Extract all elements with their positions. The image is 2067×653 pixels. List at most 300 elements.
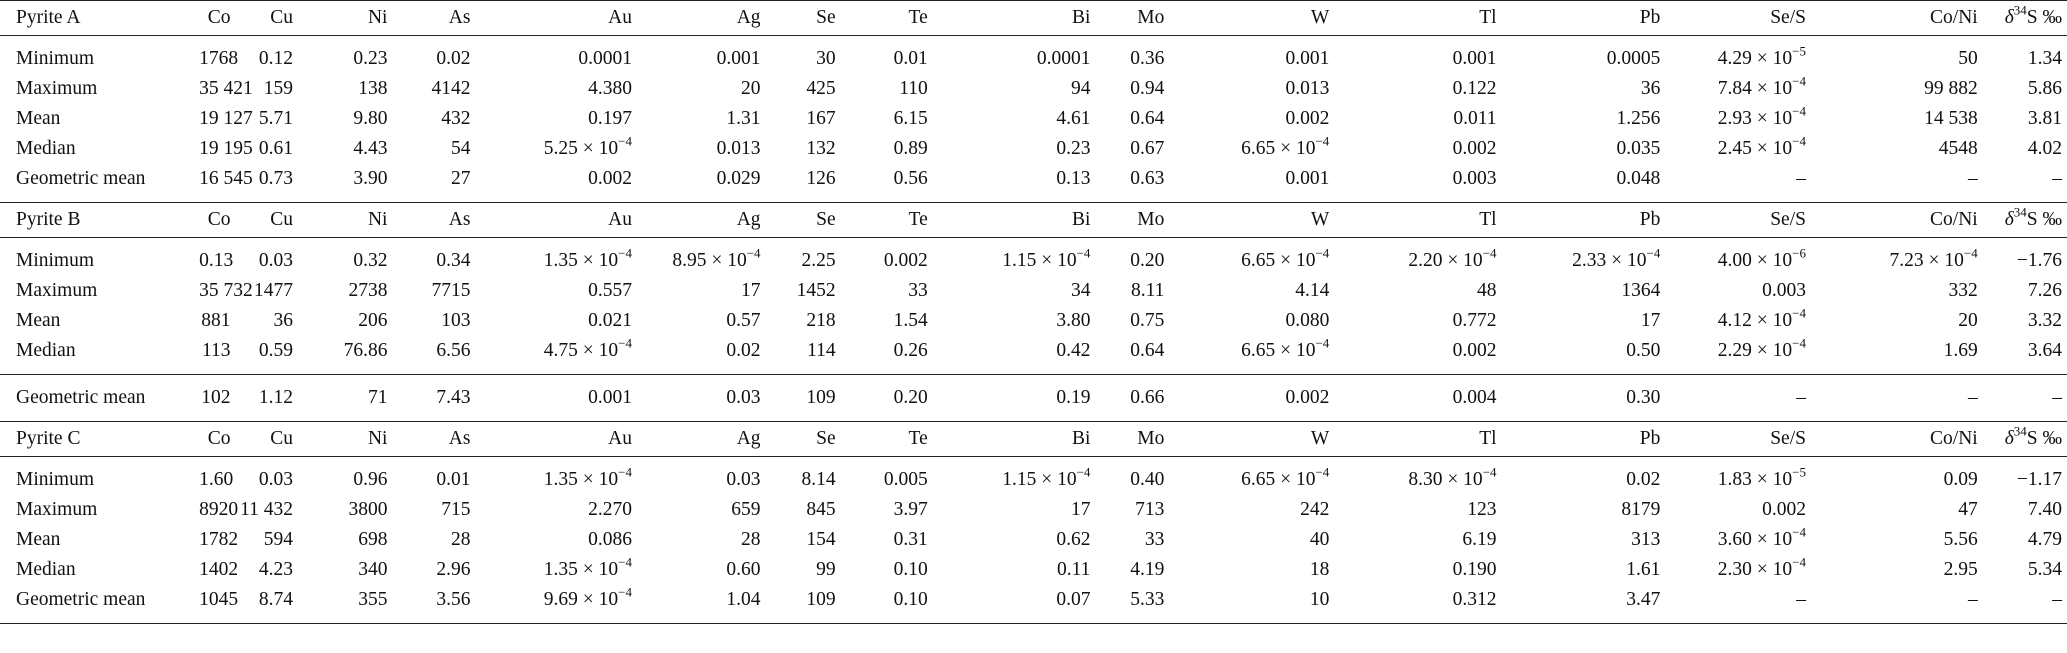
spacer-cell (199, 194, 235, 203)
spacer-cell (392, 413, 475, 422)
spacer-cell (0, 194, 199, 203)
table-cell: 54 (450, 138, 471, 159)
column-header: Au (475, 1, 637, 36)
table-row (0, 246, 2067, 276)
table-cell: – (2052, 589, 2062, 610)
column-header: Ag (637, 203, 766, 238)
spacer-cell (1811, 457, 1983, 466)
column-header: As (392, 203, 475, 238)
spacer-cell (0, 457, 199, 466)
table-cell: $1.35 \times 10^{-4}$ (543, 554, 632, 580)
column-header: Mo (1095, 1, 1169, 36)
table-cell: 4.14 (1295, 280, 1330, 301)
spacer-cell (933, 413, 1096, 422)
table-cell: – (1967, 168, 1978, 189)
table-cell: 14 538 (1924, 108, 1978, 129)
table-cell: $2.45 \times 10^{-4}$ (1717, 133, 1806, 159)
table-cell: 0.40 (1130, 469, 1165, 490)
table-cell: 9.80 (353, 108, 388, 129)
table-row (0, 525, 2067, 555)
column-header: Tl (1334, 422, 1501, 457)
column-header: Mo (1095, 422, 1169, 457)
section-title: Pyrite A (0, 1, 199, 36)
table-cell: 0.61 (258, 138, 294, 159)
table-cell: 1.54 (893, 310, 928, 331)
spacer-cell (841, 238, 933, 247)
table-cell: 4.61 (1056, 108, 1091, 129)
table-cell: 0.0005 (1606, 48, 1661, 69)
spacer-cell (392, 615, 475, 624)
table-cell: 0.94 (1130, 78, 1165, 99)
spacer-cell (392, 36, 475, 45)
table-cell: 123 (1467, 499, 1497, 520)
table-cell: 17 (1640, 310, 1661, 331)
table-cell: 0.03 (258, 250, 294, 271)
spacer-cell (199, 615, 235, 624)
table-cell: 6.19 (1462, 529, 1497, 550)
spacer-cell (1095, 413, 1169, 422)
spacer-cell (1334, 366, 1501, 375)
table-cell: 2.95 (1943, 559, 1978, 580)
table-cell: 7.40 (2027, 499, 2062, 520)
table-cell: 36 (1640, 78, 1661, 99)
spacer-cell (298, 36, 392, 45)
table-cell: $8.95 \times 10^{-4}$ (672, 245, 761, 271)
table-cell: 0.013 (1285, 78, 1330, 99)
table-cell: 340 (358, 559, 388, 580)
table-cell: 0.02 (1626, 469, 1661, 490)
spacer-cell (235, 238, 298, 247)
spacer-cell (1334, 375, 1501, 384)
table-cell: 3800 (348, 499, 388, 520)
table-cell: 0.09 (1943, 469, 1978, 490)
table-cell: 8.14 (801, 469, 836, 490)
table-cell: 0.36 (1130, 48, 1165, 69)
spacer-cell (1665, 36, 1811, 45)
table-cell: $2.30 \times 10^{-4}$ (1717, 554, 1806, 580)
row-label: Median (16, 559, 76, 580)
table-cell: 242 (1300, 499, 1330, 520)
column-header: Co/Ni (1811, 1, 1983, 36)
spacer-cell (1169, 375, 1334, 384)
table-cell: $8.30 \times 10^{-4}$ (1408, 464, 1497, 490)
spacer-cell (1169, 457, 1334, 466)
table-cell: – (2052, 168, 2062, 189)
spacer-cell (235, 36, 298, 45)
table-cell: 0.011 (1453, 108, 1497, 129)
table-cell: 0.60 (726, 559, 761, 580)
row-label: Geometric mean (16, 387, 146, 408)
table-cell: 1452 (796, 280, 836, 301)
table-cell: 138 (358, 78, 388, 99)
column-header: Se (766, 203, 841, 238)
table-cell: 11 432 (240, 499, 294, 520)
column-header-delta34s: $\delta^{34}S$ ‰ (1983, 1, 2067, 36)
table-cell: 113 (201, 340, 231, 361)
spacer-cell (235, 375, 298, 384)
table-cell: 4.79 (2027, 529, 2062, 550)
table-cell: 33 (1144, 529, 1165, 550)
table-cell: 0.96 (353, 469, 388, 490)
row-label: Minimum (16, 48, 95, 69)
column-header: Ag (637, 422, 766, 457)
spacer-cell (0, 375, 199, 384)
spacer-cell (1169, 413, 1334, 422)
table-cell: $5.25 \times 10^{-4}$ (543, 133, 632, 159)
table-cell: 4548 (1938, 138, 1978, 159)
spacer-cell (1665, 238, 1811, 247)
table-cell: 0.19 (1056, 387, 1091, 408)
table-cell: 5.86 (2027, 78, 2062, 99)
table-body (0, 1, 2067, 624)
table-cell: 0.021 (588, 310, 632, 331)
table-cell: 7715 (431, 280, 471, 301)
table-cell: 0.001 (1285, 48, 1330, 69)
table-cell: $1.83 \times 10^{-5}$ (1717, 464, 1806, 490)
column-header: W (1169, 1, 1334, 36)
table-cell: 4.380 (588, 78, 632, 99)
table-cell: $2.20 \times 10^{-4}$ (1408, 245, 1497, 271)
spacer-cell (392, 457, 475, 466)
spacer-cell (841, 615, 933, 624)
table-cell: 0.003 (1762, 280, 1806, 301)
table-row (0, 164, 2067, 194)
spacer-cell (1665, 194, 1811, 203)
table-row (0, 74, 2067, 104)
table-row (0, 465, 2067, 495)
table-cell: 0.10 (893, 559, 928, 580)
spacer-cell (1811, 375, 1983, 384)
spacer-cell (475, 375, 637, 384)
spacer-cell (0, 366, 199, 375)
spacer-cell (392, 375, 475, 384)
spacer-cell (1983, 366, 2067, 375)
table-cell: $7.84 \times 10^{-4}$ (1717, 73, 1806, 99)
table-cell: 3.81 (2027, 108, 2062, 129)
spacer-cell (1665, 457, 1811, 466)
table-cell: 4142 (431, 78, 471, 99)
table-cell: 0.035 (1616, 138, 1661, 159)
column-header: Te (841, 1, 933, 36)
spacer-cell (1811, 238, 1983, 247)
table-cell: – (1967, 387, 1978, 408)
table-cell: 0.75 (1130, 310, 1165, 331)
table-cell: 0.26 (893, 340, 928, 361)
table-cell: 47 (1958, 499, 1978, 520)
table-cell: – (1967, 589, 1978, 610)
table-cell: 0.002 (588, 168, 632, 189)
table-cell: 1.34 (2027, 48, 2062, 69)
table-cell: 0.57 (726, 310, 761, 331)
spacer-cell (1334, 194, 1501, 203)
table-cell: 132 (806, 138, 836, 159)
column-header: Te (841, 203, 933, 238)
table-cell: 110 (899, 78, 928, 99)
table-cell: $6.65 \times 10^{-4}$ (1241, 245, 1330, 271)
row-label: Minimum (16, 250, 95, 271)
table-cell: 0.23 (353, 48, 388, 69)
table-cell: $4.29 \times 10^{-5}$ (1717, 43, 1806, 69)
spacer-cell (841, 413, 933, 422)
table-cell: 0.557 (588, 280, 632, 301)
table-cell: 1.61 (1626, 559, 1661, 580)
table-cell: $1.15 \times 10^{-4}$ (1002, 245, 1091, 271)
spacer-cell (199, 413, 235, 422)
spacer-row (0, 615, 2067, 624)
column-header: Co (199, 1, 235, 36)
column-header: Cu (235, 203, 298, 238)
table-cell: 3.32 (2027, 310, 2062, 331)
spacer-cell (766, 36, 841, 45)
table-cell: 114 (807, 340, 836, 361)
spacer-row (0, 238, 2067, 247)
table-cell: 2.96 (436, 559, 471, 580)
table-cell: 8.74 (258, 589, 294, 610)
table-cell: – (1796, 168, 1806, 189)
table-cell: $9.69 \times 10^{-4}$ (543, 584, 632, 610)
spacer-row (0, 36, 2067, 45)
spacer-cell (235, 413, 298, 422)
table-cell: 0.001 (1452, 48, 1497, 69)
table-cell: 425 (806, 78, 836, 99)
table-cell: $2.93 \times 10^{-4}$ (1717, 103, 1806, 129)
column-header: Bi (933, 203, 1096, 238)
table-cell: 0.029 (716, 168, 761, 189)
spacer-cell (199, 238, 235, 247)
spacer-cell (199, 375, 235, 384)
spacer-cell (1095, 375, 1169, 384)
table-cell: 1.31 (726, 108, 761, 129)
spacer-cell (841, 36, 933, 45)
column-header: As (392, 422, 475, 457)
table-cell: 0.73 (258, 168, 294, 189)
spacer-cell (1502, 194, 1666, 203)
row-label: Geometric mean (16, 589, 146, 610)
spacer-cell (475, 457, 637, 466)
table-cell: 332 (1948, 280, 1978, 301)
table-cell: 0.004 (1452, 387, 1497, 408)
table-cell: 19 195 (199, 138, 253, 159)
table-cell: 30 (816, 48, 836, 69)
table-cell: 0.001 (588, 387, 632, 408)
table-cell: 28 (450, 529, 471, 550)
table-cell: 0.013 (716, 138, 761, 159)
spacer-cell (841, 375, 933, 384)
row-label: Maximum (16, 280, 98, 301)
spacer-cell (933, 366, 1096, 375)
table-cell: 1477 (254, 280, 294, 301)
spacer-row (0, 375, 2067, 384)
table-cell: 0.02 (726, 340, 761, 361)
table-cell: 0.32 (353, 250, 388, 271)
table-cell: 355 (358, 589, 388, 610)
table-cell: 6.15 (893, 108, 928, 129)
table-cell: 0.002 (1452, 340, 1497, 361)
table-cell: $1.35 \times 10^{-4}$ (543, 464, 632, 490)
spacer-cell (0, 615, 199, 624)
table-cell: 3.64 (2027, 340, 2062, 361)
table-row (0, 555, 2067, 585)
table-cell: 4.19 (1130, 559, 1165, 580)
spacer-cell (637, 194, 766, 203)
row-label: Median (16, 340, 76, 361)
table-row (0, 383, 2067, 413)
column-header: Se (766, 422, 841, 457)
spacer-cell (637, 457, 766, 466)
column-header: Co/Ni (1811, 203, 1983, 238)
spacer-cell (0, 238, 199, 247)
table-cell: – (2052, 387, 2062, 408)
spacer-cell (475, 36, 637, 45)
table-row (0, 585, 2067, 615)
spacer-cell (298, 413, 392, 422)
spacer-cell (1983, 36, 2067, 45)
table-cell: 18 (1309, 559, 1330, 580)
table-cell: 0.11 (1057, 559, 1091, 580)
spacer-cell (1665, 375, 1811, 384)
table-cell: $1.15 \times 10^{-4}$ (1002, 464, 1091, 490)
table-cell: 0.56 (893, 168, 928, 189)
spacer-cell (1502, 457, 1666, 466)
spacer-row (0, 457, 2067, 466)
spacer-cell (1502, 375, 1666, 384)
column-header: Bi (933, 422, 1096, 457)
table-cell: 126 (806, 168, 836, 189)
spacer-cell (1095, 36, 1169, 45)
table-cell: 0.048 (1616, 168, 1661, 189)
column-header: Tl (1334, 1, 1501, 36)
table-cell: 0.03 (726, 387, 761, 408)
table-row (0, 134, 2067, 164)
table-cell: 1402 (199, 559, 239, 580)
spacer-cell (392, 366, 475, 375)
table-cell: $2.29 \times 10^{-4}$ (1717, 335, 1806, 361)
table-cell: 0.20 (1130, 250, 1165, 271)
spacer-cell (1811, 366, 1983, 375)
spacer-cell (766, 375, 841, 384)
table-cell: $3.60 \times 10^{-4}$ (1717, 524, 1806, 550)
table-cell: 10 (1309, 589, 1330, 610)
spacer-cell (637, 375, 766, 384)
spacer-cell (1983, 413, 2067, 422)
table-cell: 48 (1477, 280, 1497, 301)
table-cell: 1.256 (1616, 108, 1661, 129)
row-label: Maximum (16, 499, 98, 520)
spacer-cell (1169, 366, 1334, 375)
table-cell: 17 (1070, 499, 1091, 520)
table-cell: 0.190 (1452, 559, 1497, 580)
spacer-cell (1334, 413, 1501, 422)
spacer-cell (841, 457, 933, 466)
column-header: Pb (1502, 203, 1666, 238)
spacer-cell (1095, 615, 1169, 624)
spacer-cell (392, 194, 475, 203)
spacer-cell (0, 413, 199, 422)
spacer-row (0, 194, 2067, 203)
section-title: Pyrite B (0, 203, 199, 238)
table-cell: 2.25 (801, 250, 836, 271)
table-cell: 0.20 (893, 387, 928, 408)
spacer-cell (298, 457, 392, 466)
spacer-cell (637, 366, 766, 375)
table-cell: 0.50 (1626, 340, 1661, 361)
spacer-cell (1502, 36, 1666, 45)
table-cell: 0.03 (726, 469, 761, 490)
section-header-row (0, 203, 2067, 238)
table-cell: 1.60 (199, 469, 234, 490)
table-cell: 594 (263, 529, 294, 550)
table-cell: 698 (358, 529, 388, 550)
column-header: Ni (298, 1, 392, 36)
table-cell: 0.002 (1285, 108, 1330, 129)
spacer-cell (933, 615, 1096, 624)
table-cell: 5.71 (258, 108, 294, 129)
column-header: Ag (637, 1, 766, 36)
section-header-row (0, 422, 2067, 457)
spacer-cell (1095, 238, 1169, 247)
spacer-cell (933, 36, 1096, 45)
spacer-cell (1502, 238, 1666, 247)
table-cell: 713 (1135, 499, 1165, 520)
table-cell: 0.002 (1762, 499, 1806, 520)
column-header: W (1169, 203, 1334, 238)
table-cell: 0.005 (883, 469, 928, 490)
table-cell: 206 (358, 310, 388, 331)
table-cell: 103 (441, 310, 471, 331)
column-header: Se (766, 1, 841, 36)
spacer-cell (933, 457, 1096, 466)
column-header: Ni (298, 422, 392, 457)
spacer-cell (1811, 615, 1983, 624)
table-cell: 5.34 (2027, 559, 2062, 580)
column-header: Co (199, 203, 235, 238)
row-label: Mean (16, 529, 61, 550)
column-header: Ni (298, 203, 392, 238)
spacer-cell (298, 366, 392, 375)
table-cell: 17 (741, 280, 761, 301)
table-cell: 0.10 (893, 589, 928, 610)
table-cell: 33 (908, 280, 928, 301)
row-label: Mean (16, 108, 61, 129)
table-cell: $1.35 \times 10^{-4}$ (543, 245, 632, 271)
table-cell: 0.23 (1056, 138, 1091, 159)
table-cell: 0.001 (716, 48, 761, 69)
table-cell: 0.13 (199, 250, 234, 271)
table-cell: $6.65 \times 10^{-4}$ (1241, 464, 1330, 490)
table-cell: – (1796, 589, 1806, 610)
spacer-cell (1334, 238, 1501, 247)
table-cell: 3.97 (893, 499, 928, 520)
spacer-cell (1169, 615, 1334, 624)
spacer-cell (637, 413, 766, 422)
spacer-cell (475, 615, 637, 624)
spacer-cell (766, 615, 841, 624)
spacer-cell (637, 615, 766, 624)
spacer-cell (766, 194, 841, 203)
spacer-cell (1095, 194, 1169, 203)
spacer-cell (1665, 413, 1811, 422)
spacer-cell (1811, 36, 1983, 45)
table-cell: 35 732 (199, 280, 253, 301)
table-cell: 0.080 (1285, 310, 1330, 331)
column-header: Au (475, 203, 637, 238)
table-row (0, 336, 2067, 366)
row-label: Maximum (16, 78, 98, 99)
spacer-cell (933, 238, 1096, 247)
table-row (0, 495, 2067, 525)
spacer-row (0, 366, 2067, 375)
table-cell: 8179 (1621, 499, 1661, 520)
